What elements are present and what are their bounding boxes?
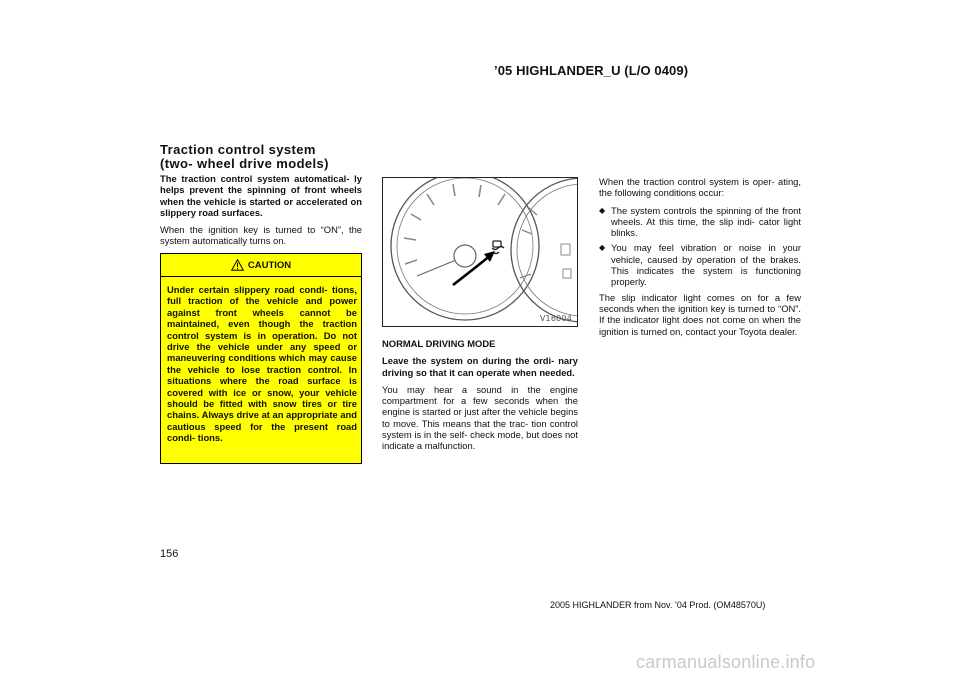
section-title-line2: (two- wheel drive models)	[160, 156, 329, 171]
warning-triangle-icon	[231, 259, 244, 271]
section-title-line1: Traction control system	[160, 142, 316, 157]
intro-paragraph: The traction control system automatical- ly helps prevent the spinning of front wheels when the vehicle is started or accelerated on slippery road surfaces.	[160, 173, 362, 218]
caution-header	[161, 254, 361, 277]
left-column	[160, 173, 362, 253]
indicator-light-paragraph: The slip indicator light comes on for a few seconds when the ignition key is turned to “ON”. If the indicator light does not come on when the ignition is turned on, contact your Toyota dealer.	[599, 291, 801, 337]
mode-heading: NORMAL DRIVING MODE	[382, 338, 496, 349]
watermark: carmanualsonline.info	[636, 652, 816, 672]
ignition-paragraph: When the ignition key is turned to “ON”, the system automatically turns on.	[160, 224, 362, 247]
speedometer-illustration	[383, 178, 578, 327]
diamond-bullet-icon: ◆	[599, 243, 606, 253]
list-item: ◆ The system controls the spinning of the front wheels. At this time, the slip indi- cator light blinks.	[599, 204, 801, 239]
operating-conditions-intro: When the traction control system is oper- ating, the following conditions occur:	[599, 176, 801, 199]
page-number: 156	[160, 548, 179, 560]
list-item: ◆ You may feel vibration or noise in your vehicle, caused by operation of the brakes. This indicates the system is functioning properly.	[599, 242, 801, 288]
caution-text: Under certain slippery road condi- tions, full traction of the vehicle and power against front wheels cannot be maintained, even though the traction control system is in operation. Do not drive the vehicle under any speed or maneuvering conditions which may cause the vehicle to lose traction control. In situations where the road surface is covered with ice or snow, your vehicle should be fitted with snow tires or tire chains. Always drive at an appropriate and cautious speed for the present road condi- tions.	[167, 284, 357, 444]
figure-code: V16004	[539, 314, 572, 323]
middle-column	[382, 338, 578, 458]
instrument-cluster-figure	[382, 177, 578, 327]
section-title	[160, 143, 370, 171]
diamond-bullet-icon: ◆	[599, 205, 606, 215]
leave-on-paragraph: Leave the system on during the ordi- nary driving so that it can operate when needed.	[382, 355, 578, 378]
document-header: ’05 HIGHLANDER_U (L/O 0409)	[494, 63, 689, 78]
self-check-paragraph: You may hear a sound in the engine compartment for a few seconds when the engine is started or just after the vehicle begins to move. This means that the trac- tion control system is in the self- check mode, but does not indicate a malfunction.	[382, 383, 578, 452]
caution-label: CAUTION	[247, 259, 292, 271]
right-column	[599, 176, 801, 343]
document-footer: 2005 HIGHLANDER from Nov. ’04 Prod. (OM48570U)	[550, 600, 766, 610]
caution-box	[160, 253, 362, 464]
